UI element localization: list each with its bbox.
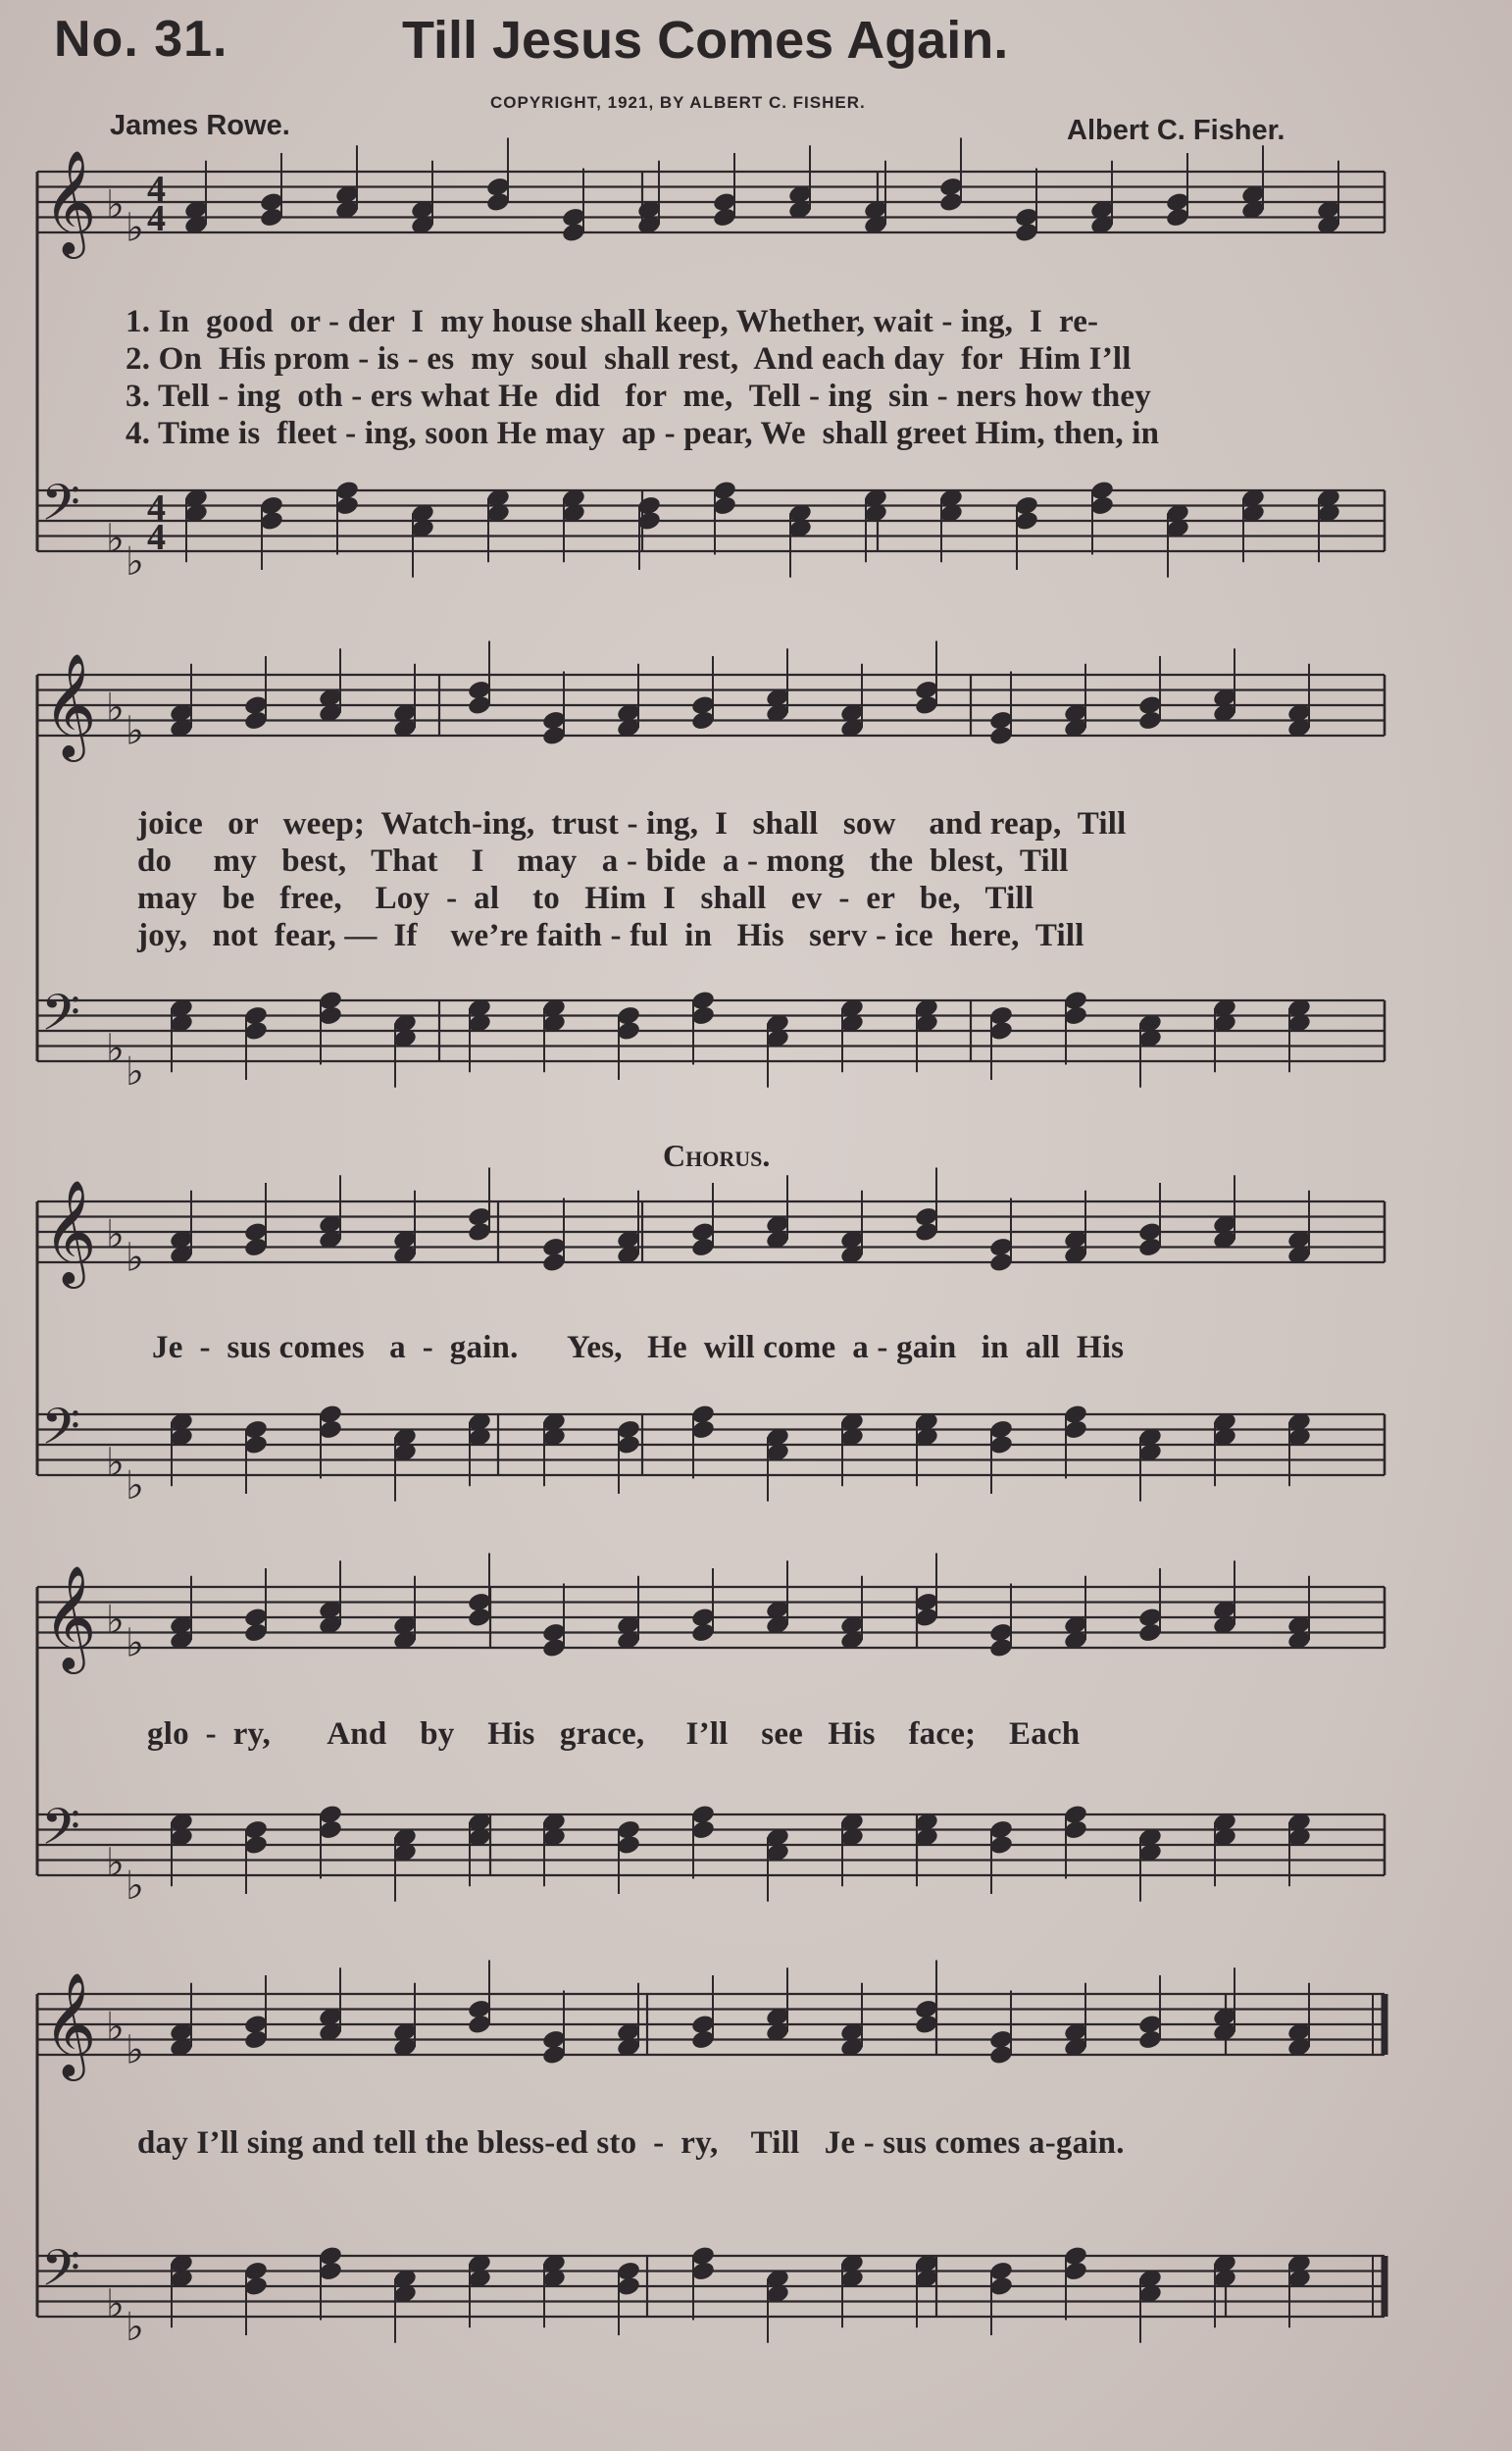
flat-icon: ♭ xyxy=(106,181,125,228)
lyric-s1-verse4: 4. Time is fleet - ing, soon He may ap - pear, We shall greet Him, then, in xyxy=(126,416,1160,451)
lyric-s1-verse3: 3. Tell - ing oth - ers what He did for me, Tell - ing sin - ners how they xyxy=(126,379,1151,414)
flat-icon: ♭ xyxy=(126,1862,144,1909)
hymn-title: Till Jesus Comes Again. xyxy=(402,11,1009,70)
flat-icon: ♭ xyxy=(106,1839,125,1886)
lyric-s5: day I’ll sing and tell the bless-ed sto - ry, Till Je - sus comes a-gain. xyxy=(137,2125,1125,2161)
flat-icon: ♭ xyxy=(126,1234,144,1281)
copyright-notice: COPYRIGHT, 1921, BY ALBERT C. FISHER. xyxy=(490,93,866,112)
chorus-label: Chorus. xyxy=(663,1138,771,1173)
flat-icon: ♭ xyxy=(106,1439,125,1486)
bass-clef-icon: 𝄢 xyxy=(41,1797,80,1868)
bass-clef-icon: 𝄢 xyxy=(41,2238,80,2310)
lyric-s2-verse1: joice or weep; Watch-ing, trust - ing, I shall sow and reap, Till xyxy=(137,806,1127,842)
flat-icon: ♭ xyxy=(126,2026,144,2073)
time-signature-numerator: 4 xyxy=(147,487,166,529)
time-signature-denominator: 4 xyxy=(147,517,166,558)
treble-clef-icon: 𝄞 xyxy=(43,149,97,254)
lyric-s2-verse3: may be free, Loy - al to Him I shall ev - er be, Till xyxy=(137,881,1034,916)
lyric-s2-verse2: do my best, That I may a - bide a - mong the blest, Till xyxy=(137,843,1069,879)
lyric-s1-verse1: 1. In good or - der I my house shall keep, Whether, wait - ing, I re- xyxy=(126,304,1099,339)
flat-icon: ♭ xyxy=(106,1211,125,1257)
treble-clef-icon: 𝄞 xyxy=(43,1564,97,1669)
time-signature-numerator: 4 xyxy=(147,169,166,210)
composer-credit: Albert C. Fisher. xyxy=(1067,115,1285,146)
flat-icon: ♭ xyxy=(126,1619,144,1666)
bass-clef-icon: 𝄢 xyxy=(41,1397,80,1468)
flat-icon: ♭ xyxy=(106,1025,125,1072)
lyric-s4: glo - ry, And by His grace, I’ll see His face; Each xyxy=(147,1716,1081,1752)
lyric-s1-verse2: 2. On His prom - is - es my soul shall rest, And each day for Him I’ll xyxy=(126,341,1132,377)
lyricist-credit: James Rowe. xyxy=(110,110,290,141)
flat-icon: ♭ xyxy=(126,2303,144,2350)
lyric-s2-verse4: joy, not fear, — If we’re faith - ful in His serv - ice here, Till xyxy=(137,918,1084,953)
flat-icon: ♭ xyxy=(106,515,125,562)
flat-icon: ♭ xyxy=(126,204,144,251)
flat-icon: ♭ xyxy=(106,2004,125,2050)
flat-icon: ♭ xyxy=(106,1597,125,1643)
flat-icon: ♭ xyxy=(126,1461,144,1508)
flat-icon: ♭ xyxy=(106,685,125,731)
flat-icon: ♭ xyxy=(126,707,144,754)
bass-clef-icon: 𝄢 xyxy=(41,473,80,544)
lyric-s3: Je - sus comes a - gain. Yes, He will come a - gain in all His xyxy=(152,1330,1125,1365)
hymn-number: No. 31. xyxy=(54,11,228,68)
flat-icon: ♭ xyxy=(126,537,144,585)
treble-clef-icon: 𝄞 xyxy=(43,1971,97,2076)
flat-icon: ♭ xyxy=(106,2280,125,2327)
time-signature-denominator: 4 xyxy=(147,198,166,239)
treble-clef-icon: 𝄞 xyxy=(43,652,97,757)
flat-icon: ♭ xyxy=(126,1047,144,1095)
treble-clef-icon: 𝄞 xyxy=(43,1179,97,1284)
bass-clef-icon: 𝄢 xyxy=(41,983,80,1054)
